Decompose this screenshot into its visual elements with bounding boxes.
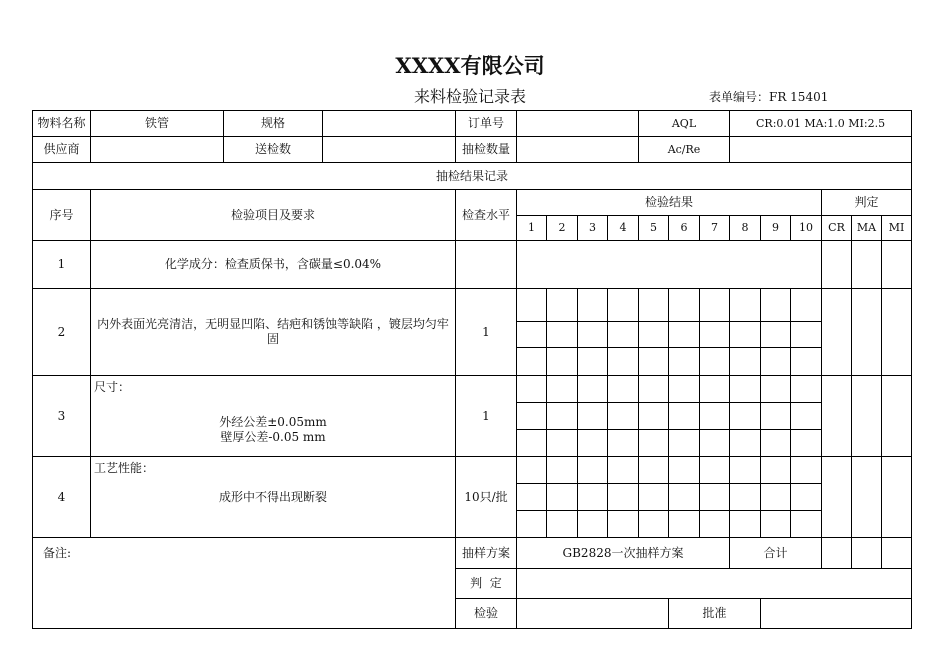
item-description-cell xyxy=(91,376,456,457)
sampling-plan-label: 抽样方案 xyxy=(456,538,517,569)
result-col-6: 6 xyxy=(669,216,700,241)
result-cell[interactable] xyxy=(791,430,822,457)
result-cell[interactable] xyxy=(547,322,578,348)
result-cell[interactable] xyxy=(730,403,761,430)
total-cell-ma[interactable] xyxy=(852,538,882,569)
result-cell[interactable] xyxy=(669,348,700,376)
result-cell[interactable] xyxy=(547,457,578,484)
judge-cell-cr[interactable] xyxy=(822,241,852,289)
result-cell[interactable] xyxy=(578,484,608,511)
result-cell[interactable] xyxy=(517,376,547,403)
result-cell[interactable] xyxy=(730,511,761,538)
result-col-7: 7 xyxy=(700,216,730,241)
col-seq-header: 序号 xyxy=(33,190,91,241)
aql-label: AQL xyxy=(639,111,730,137)
result-cell[interactable] xyxy=(761,289,791,322)
result-cell[interactable] xyxy=(730,430,761,457)
material-name-label: 物料名称 xyxy=(33,111,91,137)
result-cell[interactable] xyxy=(730,289,761,322)
judge-cell-ma[interactable] xyxy=(852,376,882,457)
result-cell[interactable] xyxy=(578,457,608,484)
judge-cell-ma[interactable] xyxy=(852,289,882,376)
result-cell[interactable] xyxy=(669,376,700,403)
item-description: 外经公差±0.05mm 壁厚公差-0.05 mm xyxy=(219,415,327,444)
result-cell[interactable] xyxy=(517,348,547,376)
judge-cell-ma[interactable] xyxy=(852,241,882,289)
remarks-cell[interactable] xyxy=(33,538,456,629)
spec-label: 规格 xyxy=(224,111,323,137)
supplier-value[interactable] xyxy=(91,137,224,163)
result-cell[interactable] xyxy=(791,322,822,348)
result-cell[interactable] xyxy=(517,322,547,348)
judge-cell-cr[interactable] xyxy=(822,289,852,376)
order-no-label: 订单号 xyxy=(456,111,517,137)
result-cell[interactable] xyxy=(608,348,639,376)
result-cell[interactable] xyxy=(547,289,578,322)
item-description-cell xyxy=(91,457,456,538)
item-description: 化学成分：检查质保书，含碳量≤0.04% xyxy=(91,241,456,289)
delivery-qty-label: 送检数 xyxy=(224,137,323,163)
result-cell[interactable] xyxy=(578,403,608,430)
col-results-header: 检验结果 xyxy=(517,190,822,216)
result-cell[interactable] xyxy=(761,457,791,484)
result-cell[interactable] xyxy=(791,511,822,538)
result-cell[interactable] xyxy=(669,511,700,538)
result-cell[interactable] xyxy=(639,457,669,484)
result-cell[interactable] xyxy=(578,376,608,403)
result-cell[interactable] xyxy=(791,289,822,322)
judgement-label: 判 定 xyxy=(456,569,517,599)
result-cell[interactable] xyxy=(639,511,669,538)
supplier-label: 供应商 xyxy=(33,137,91,163)
result-cell[interactable] xyxy=(700,457,730,484)
result-cell[interactable] xyxy=(517,403,547,430)
col-judgement-header: 判定 xyxy=(822,190,912,216)
result-cell[interactable] xyxy=(547,376,578,403)
inspection-record-table xyxy=(32,110,912,629)
judge-col-cr: CR xyxy=(822,216,852,241)
result-cell[interactable] xyxy=(608,511,639,538)
result-cell[interactable] xyxy=(669,403,700,430)
result-cell[interactable] xyxy=(700,348,730,376)
result-cell[interactable] xyxy=(700,403,730,430)
total-cell-cr[interactable] xyxy=(822,538,852,569)
result-cell[interactable] xyxy=(578,430,608,457)
result-col-4: 4 xyxy=(608,216,639,241)
result-cell[interactable] xyxy=(608,376,639,403)
item-level[interactable]: 10只/批 xyxy=(456,457,517,538)
result-col-3: 3 xyxy=(578,216,608,241)
spec-value[interactable] xyxy=(323,111,456,137)
inspector-value[interactable] xyxy=(517,599,669,629)
result-cell[interactable] xyxy=(700,322,730,348)
result-cell[interactable] xyxy=(669,484,700,511)
approver-label: 批准 xyxy=(669,599,761,629)
result-cell[interactable] xyxy=(547,511,578,538)
result-cell[interactable] xyxy=(730,322,761,348)
judge-cell-ma[interactable] xyxy=(852,457,882,538)
result-cell[interactable] xyxy=(608,289,639,322)
result-cell[interactable] xyxy=(761,430,791,457)
result-cell[interactable] xyxy=(639,289,669,322)
result-cell[interactable] xyxy=(791,403,822,430)
result-cell[interactable] xyxy=(517,430,547,457)
result-cell[interactable] xyxy=(730,348,761,376)
sampling-plan-value: GB2828一次抽样方案 xyxy=(517,538,730,569)
result-cell[interactable] xyxy=(608,457,639,484)
item-seq: 4 xyxy=(33,457,91,538)
delivery-qty-value[interactable] xyxy=(323,137,456,163)
result-cell[interactable] xyxy=(700,376,730,403)
result-cell[interactable] xyxy=(517,457,547,484)
remarks-label: 备注: xyxy=(43,546,72,560)
result-cell[interactable] xyxy=(547,484,578,511)
result-cell[interactable] xyxy=(639,403,669,430)
result-cell[interactable] xyxy=(608,322,639,348)
approver-value[interactable] xyxy=(761,599,912,629)
material-name-value[interactable]: 铁管 xyxy=(91,111,224,137)
item-seq: 3 xyxy=(33,376,91,457)
company-name: XXXX有限公司 xyxy=(395,53,545,78)
result-cell[interactable] xyxy=(700,430,730,457)
result-cell[interactable] xyxy=(730,457,761,484)
result-cell[interactable] xyxy=(700,289,730,322)
result-cell[interactable] xyxy=(761,403,791,430)
result-cell[interactable] xyxy=(791,376,822,403)
result-cell[interactable] xyxy=(761,322,791,348)
result-cell[interactable] xyxy=(639,376,669,403)
acre-label: Ac/Re xyxy=(639,137,730,163)
result-col-8: 8 xyxy=(730,216,761,241)
result-cell[interactable] xyxy=(669,289,700,322)
result-cell[interactable] xyxy=(700,511,730,538)
total-cell-mi[interactable] xyxy=(882,538,912,569)
result-cell[interactable] xyxy=(730,376,761,403)
result-cell[interactable] xyxy=(578,322,608,348)
result-cell[interactable] xyxy=(669,430,700,457)
form-number: 表单编号：FR 15401 xyxy=(709,90,829,104)
result-cell[interactable] xyxy=(608,403,639,430)
result-cell[interactable] xyxy=(669,322,700,348)
acre-value[interactable] xyxy=(730,137,912,163)
col-level-header: 检查水平 xyxy=(456,190,517,241)
result-cell[interactable] xyxy=(608,430,639,457)
result-cell[interactable] xyxy=(517,484,547,511)
total-label: 合计 xyxy=(730,538,822,569)
result-cell[interactable] xyxy=(761,376,791,403)
sample-qty-label: 抽检数量 xyxy=(456,137,517,163)
judge-col-ma: MA xyxy=(852,216,882,241)
result-col-1: 1 xyxy=(517,216,547,241)
sample-qty-value[interactable] xyxy=(517,137,639,163)
result-cell[interactable] xyxy=(608,484,639,511)
item-description-heading: 尺寸： xyxy=(94,380,131,394)
result-cell[interactable] xyxy=(761,511,791,538)
judgement-value[interactable] xyxy=(517,569,912,599)
section-title: 抽检结果记录 xyxy=(33,163,912,190)
result-cell[interactable] xyxy=(547,430,578,457)
result-cell[interactable] xyxy=(639,348,669,376)
form-title: 来料检验记录表 xyxy=(413,87,526,106)
result-col-9: 9 xyxy=(761,216,791,241)
result-cell[interactable] xyxy=(547,403,578,430)
judge-cell-cr[interactable] xyxy=(822,457,852,538)
item-level[interactable]: 1 xyxy=(456,376,517,457)
judge-cell-cr[interactable] xyxy=(822,376,852,457)
result-cell[interactable] xyxy=(669,457,700,484)
result-cell[interactable] xyxy=(517,241,822,289)
result-cell[interactable] xyxy=(517,289,547,322)
result-cell[interactable] xyxy=(700,484,730,511)
result-cell[interactable] xyxy=(517,511,547,538)
item-description: 内外表面光亮清洁，无明显凹陷、结疤和锈蚀等缺陷 ，镀层均匀牢固 xyxy=(91,289,456,376)
result-cell[interactable] xyxy=(639,322,669,348)
result-cell[interactable] xyxy=(791,484,822,511)
col-item-header: 检验项目及要求 xyxy=(91,190,456,241)
judge-col-mi: MI xyxy=(882,216,912,241)
result-cell[interactable] xyxy=(791,348,822,376)
item-seq: 1 xyxy=(33,241,91,289)
result-cell[interactable] xyxy=(639,430,669,457)
result-cell[interactable] xyxy=(791,457,822,484)
result-cell[interactable] xyxy=(730,484,761,511)
result-cell[interactable] xyxy=(761,348,791,376)
result-cell[interactable] xyxy=(578,289,608,322)
order-no-value[interactable] xyxy=(517,111,639,137)
item-level[interactable]: 1 xyxy=(456,289,517,376)
result-cell[interactable] xyxy=(578,348,608,376)
result-col-5: 5 xyxy=(639,216,669,241)
aql-value: CR:0.01 MA:1.0 MI:2.5 xyxy=(730,111,912,137)
item-level[interactable] xyxy=(456,241,517,289)
inspector-label: 检验 xyxy=(456,599,517,629)
judge-cell-mi[interactable] xyxy=(882,241,912,289)
result-cell[interactable] xyxy=(578,511,608,538)
item-seq: 2 xyxy=(33,289,91,376)
item-description-heading: 工艺性能： xyxy=(94,461,155,475)
judge-cell-mi[interactable] xyxy=(882,289,912,376)
result-col-2: 2 xyxy=(547,216,578,241)
judge-cell-mi[interactable] xyxy=(882,457,912,538)
judge-cell-mi[interactable] xyxy=(882,376,912,457)
result-cell[interactable] xyxy=(761,484,791,511)
result-cell[interactable] xyxy=(639,484,669,511)
result-cell[interactable] xyxy=(547,348,578,376)
result-col-10: 10 xyxy=(791,216,822,241)
item-description: 成形中不得出现断裂 xyxy=(218,490,327,504)
